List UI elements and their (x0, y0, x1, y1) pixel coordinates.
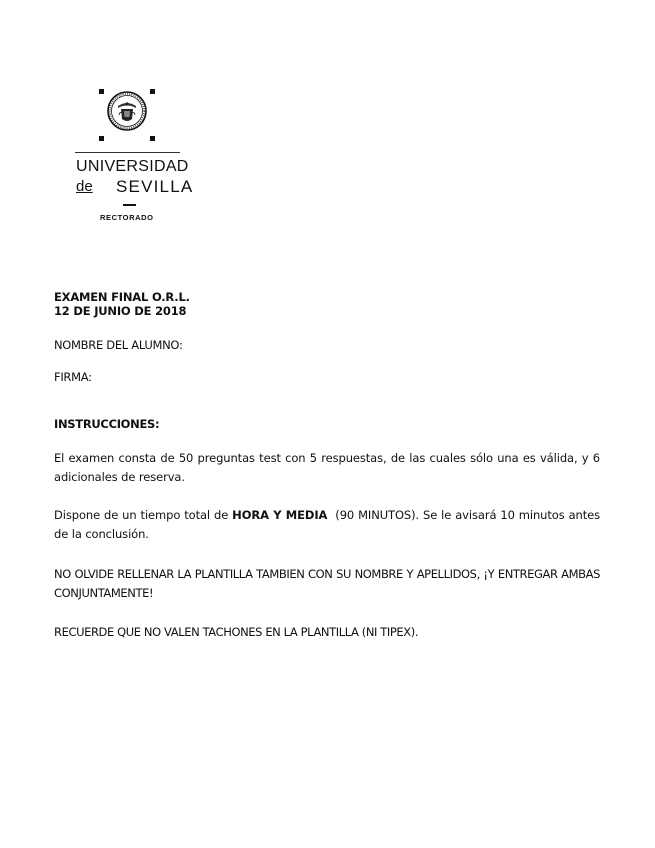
exam-title: EXAMEN FINAL O.R.L. (54, 290, 190, 304)
student-name-label: NOMBRE DEL ALUMNO: (54, 338, 183, 352)
signature-label: FIRMA: (54, 370, 92, 384)
institution-city: SEVILLA (116, 177, 194, 196)
corner-mark (150, 89, 155, 94)
institution-prefix: de (76, 178, 93, 195)
logo-dash (123, 204, 136, 206)
instructions-heading: INSTRUCCIONES: (54, 417, 160, 431)
logo-divider (75, 152, 180, 153)
university-seal-icon (107, 91, 147, 131)
exam-content (54, 290, 604, 639)
paragraph-2-text-end: (90 MINUTOS). Se le avisará 10 minutos antes de la conclusión. (54, 508, 604, 541)
department-name: RECTORADO (100, 213, 154, 222)
institution-name: UNIVERSIDAD (76, 158, 189, 175)
instruction-paragraph-1: El examen consta de 50 preguntas test con 5 respuestas, de las cuales sólo una es válida, y 6 adicionales de reserva. (54, 451, 600, 484)
university-logo (70, 82, 194, 227)
corner-mark (150, 136, 155, 141)
instruction-paragraph-2 (54, 506, 604, 544)
seal-frame (96, 85, 158, 143)
instruction-paragraph-4: RECUERDE QUE NO VALEN TACHONES EN LA PLANTILLA (NI TIPEX). (54, 625, 419, 639)
instruction-paragraph-3: NO OLVIDE RELLENAR LA PLANTILLA TAMBIEN CON SU NOMBRE Y APELLIDOS, ¡Y ENTREGAR AMBAS CONJUNTAMENTE! (54, 567, 600, 600)
duration-emphasis: HORA Y MEDIA (232, 508, 328, 522)
corner-mark (99, 89, 104, 94)
paragraph-2-text: Dispone de un tiempo total de (54, 508, 233, 522)
corner-mark (99, 136, 104, 141)
exam-date: 12 DE JUNIO DE 2018 (54, 304, 187, 318)
